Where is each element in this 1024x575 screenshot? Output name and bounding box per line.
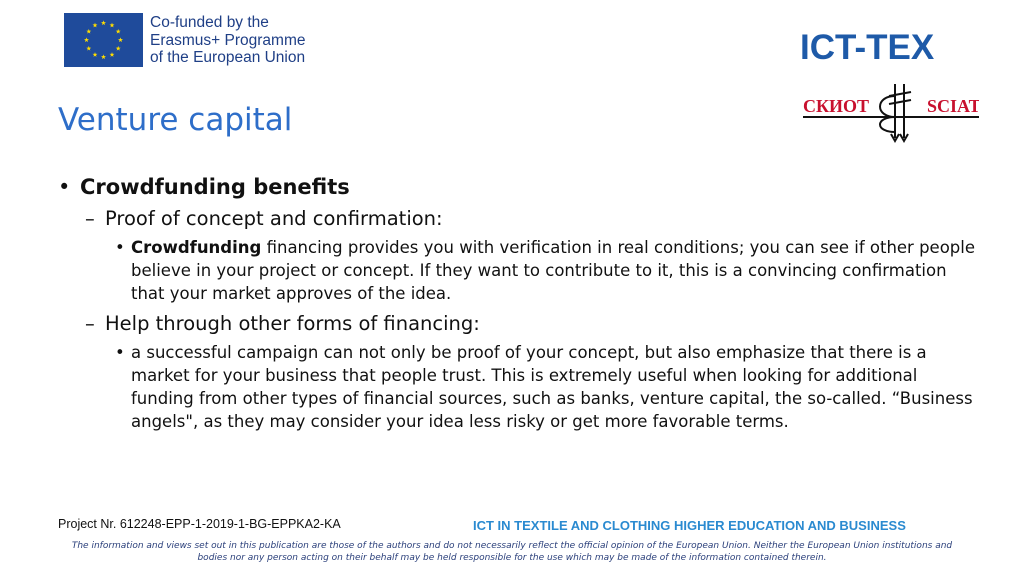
dash-icon: –: [85, 312, 95, 335]
eu-star-icon: [101, 20, 106, 25]
eu-star-icon: [86, 29, 91, 34]
bullet-level3-text: financing provides you with verification in real conditions; you can see if other people believe in your project or concept. If they want to contribute to it, this is a convincing confirmation that your market approves of the idea.: [131, 238, 976, 303]
bullet-level3: [58, 341, 978, 433]
eu-star-icon: [118, 37, 123, 42]
sciat-logo: [803, 80, 979, 144]
bullet-level2: [58, 309, 978, 339]
eu-logo-line: of the European Union: [150, 49, 306, 66]
bullet-dot-icon: •: [115, 238, 125, 257]
bullet-level3: [58, 236, 978, 305]
slide-content: [58, 170, 978, 433]
bullet-dot-icon: •: [58, 175, 71, 199]
eu-star-icon: [84, 37, 89, 42]
sciat-logo-right-text: SCIAT: [927, 96, 979, 116]
bullet-level2-text: Help through other forms of financing:: [105, 312, 480, 335]
bullet-level1-text: Crowdfunding benefits: [80, 175, 350, 199]
eu-star-icon: [116, 46, 121, 51]
eu-flag-logo: [64, 13, 143, 67]
page-title: Venture capital: [58, 102, 293, 138]
eu-logo-text: [150, 14, 305, 67]
eu-logo-line: Erasmus+ Programme: [150, 31, 306, 49]
bullet-level2-text: Proof of concept and confirmation:: [105, 207, 443, 230]
eu-star-icon: [93, 23, 98, 28]
bullet-level1: [58, 170, 978, 204]
ict-tex-logo-text: ICT-TEX: [800, 28, 935, 66]
bold-term: Crowdfunding: [131, 238, 262, 257]
dash-icon: –: [85, 207, 95, 230]
eu-star-icon: [93, 52, 98, 57]
eu-stars-icon: [64, 13, 143, 67]
sciat-logo-left-text: СКИОТ: [803, 96, 870, 116]
footer-tagline: ICT IN TEXTILE AND CLOTHING HIGHER EDUCATION AND BUSINESS: [473, 518, 906, 533]
ict-tex-logo: [800, 26, 975, 66]
bullet-level2: [58, 204, 978, 234]
bullet-level3-text: a successful campaign can not only be proof of your concept, but also emphasize that there is a market for your business that people trust. This is extremely useful when looking for additional funding from other types of financial sources, such as banks, venture capital, the so-called. “Business angels", as they may consider your idea less risky or get more favorable terms.: [131, 343, 973, 431]
eu-star-icon: [116, 29, 121, 34]
eu-star-icon: [110, 52, 115, 57]
eu-star-icon: [110, 23, 115, 28]
eu-logo-line: Co-funded by the: [150, 14, 269, 31]
eu-star-icon: [86, 46, 91, 51]
bullet-dot-icon: •: [115, 343, 125, 362]
project-number: Project Nr. 612248-EPP-1-2019-1-BG-EPPKA2-KA: [58, 517, 341, 531]
eu-star-icon: [101, 54, 106, 59]
footer-disclaimer: The information and views set out in this publication are those of the authors and do not necessarily reflect the official opinion of the European Union. Neither the European Union institutions and bodies nor any person acting on their behalf may be held responsible for the use which may be made of the information contained therein.: [71, 541, 953, 563]
